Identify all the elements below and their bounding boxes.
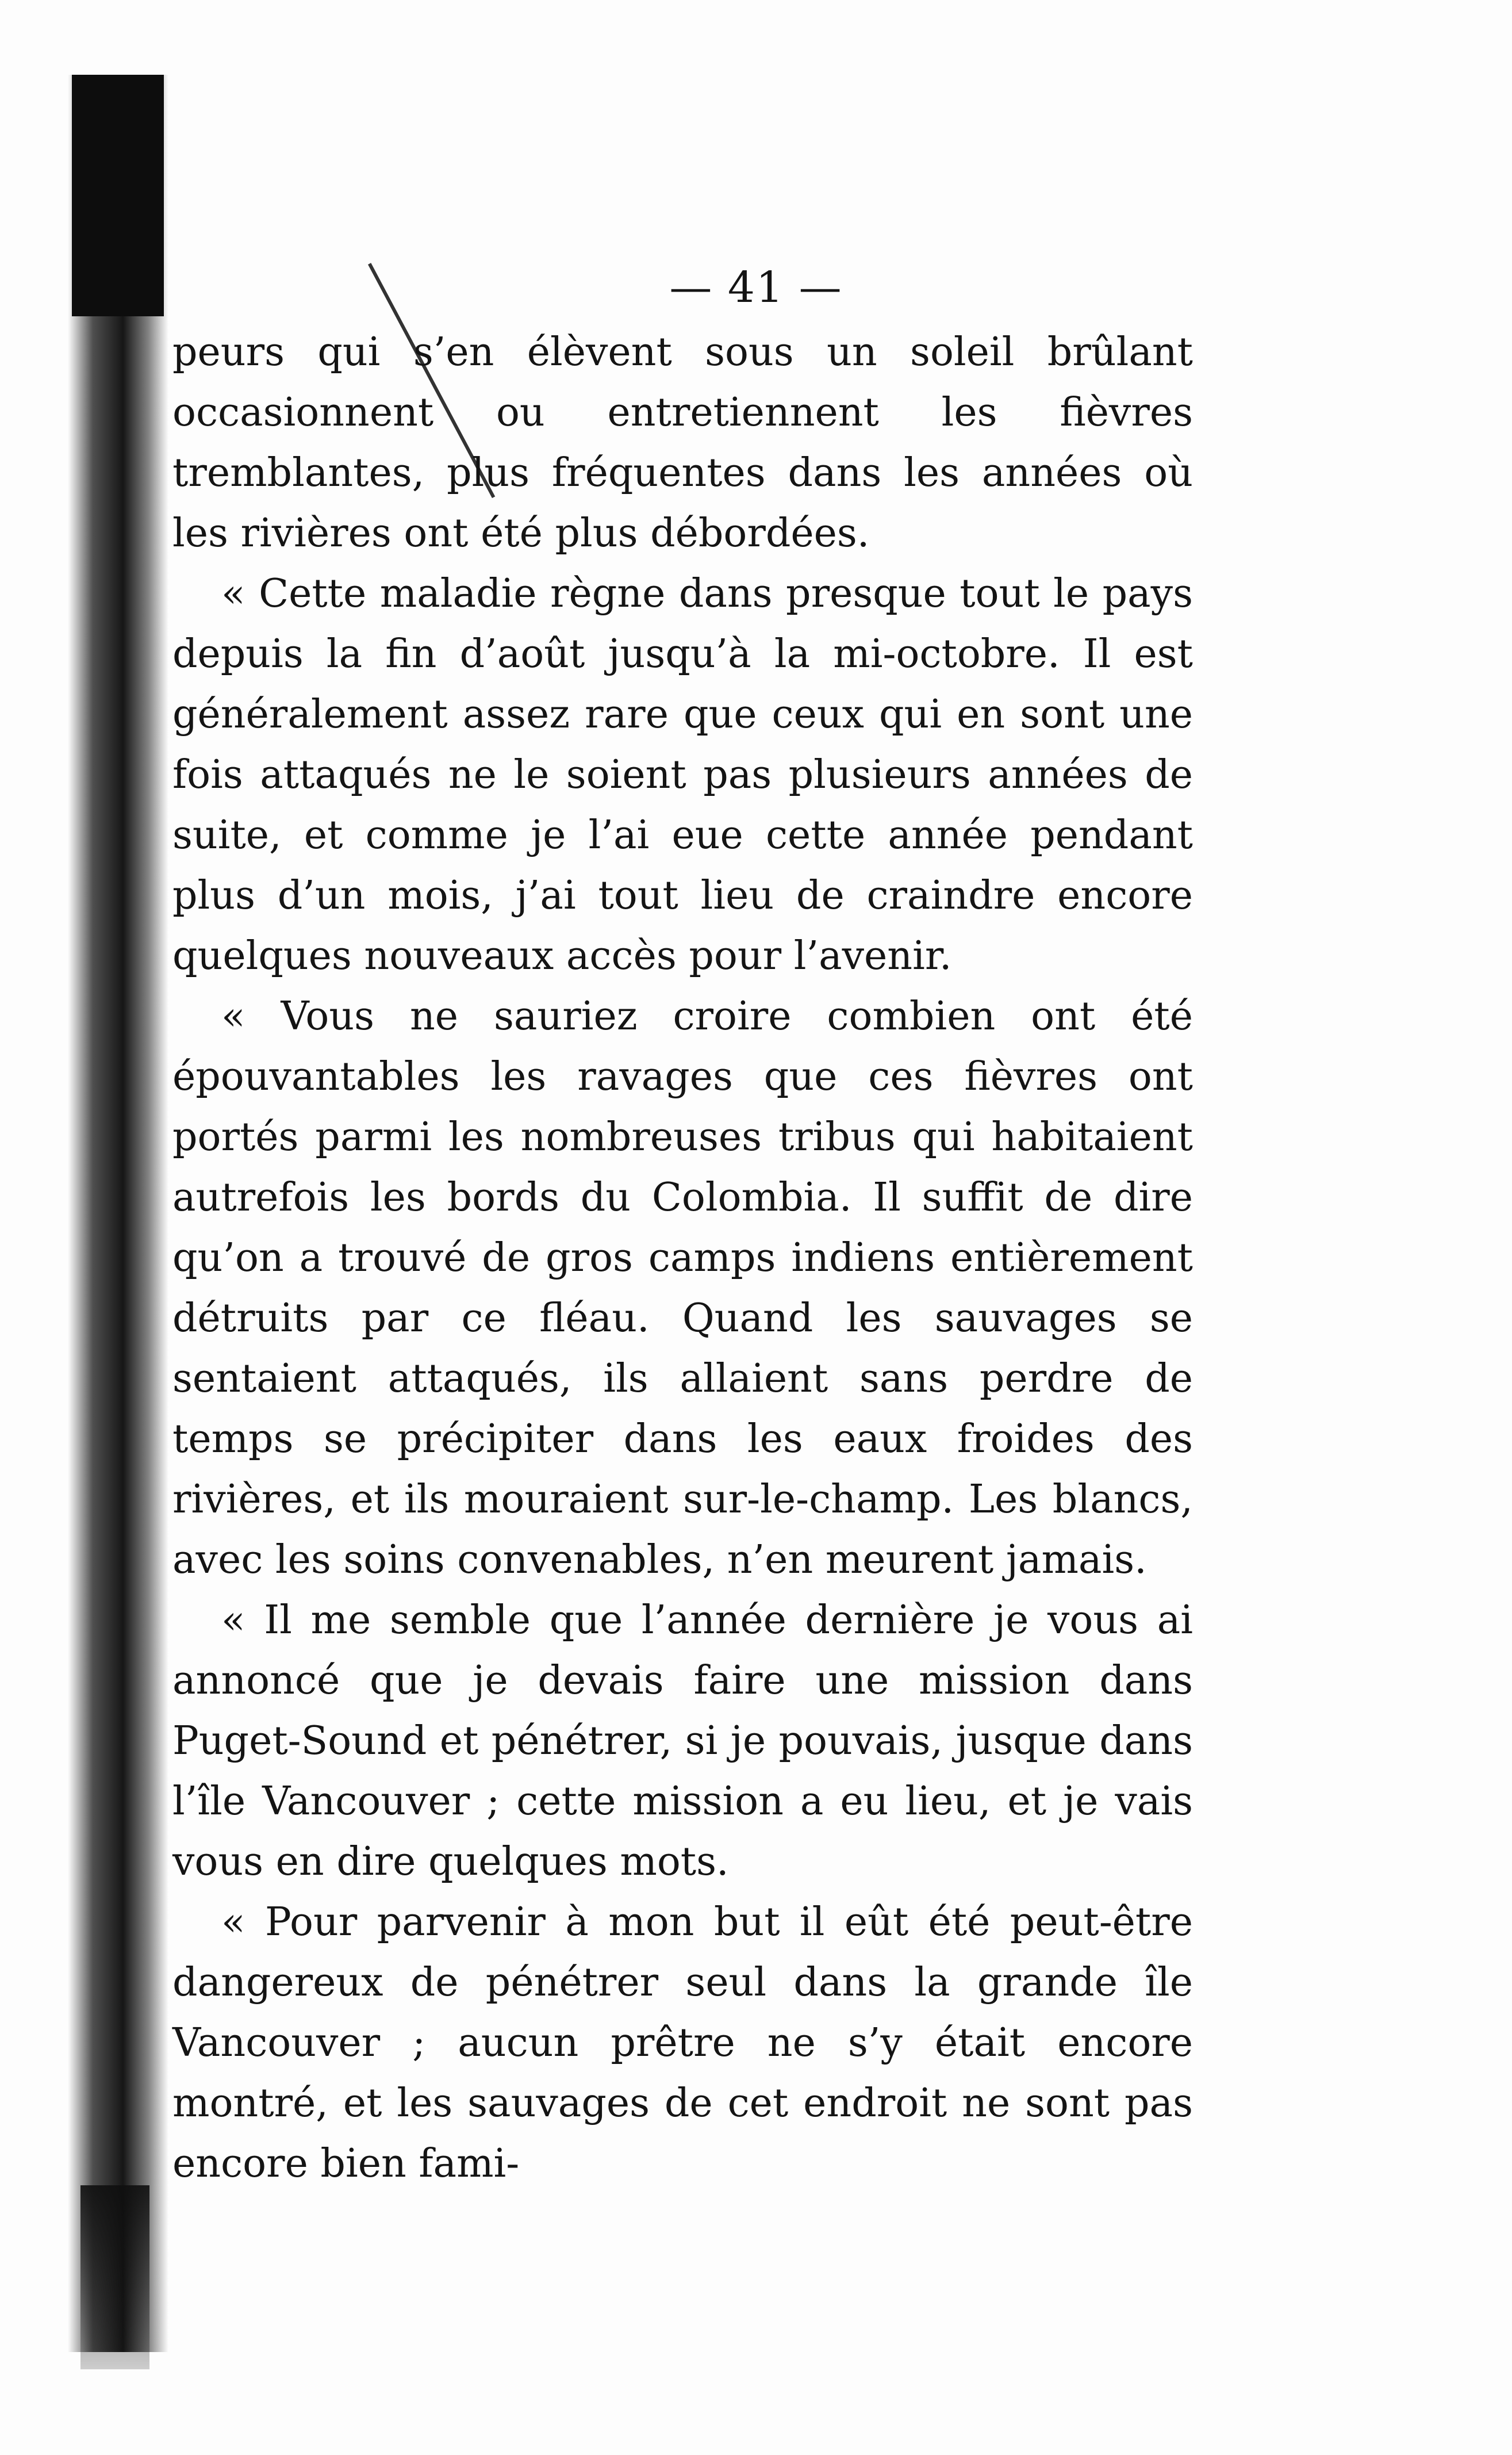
paragraph: « Pour parvenir à mon but il eût été peut-être dangereux de pénétrer seul dans la grande île Vancouver ; aucun prêtre ne s’y était encore montré, et les sauvages de cet endroit ne sont pas encore bien fami- [172,1899,1193,2186]
paragraph: « Cette maladie règne dans presque tout le pays depuis la fin d’août jusqu’à la mi-octobre. Il est généralement assez rare que ceux qui en sont une fois attaqués ne le soient pas plusieurs années de suite, et comme je l’ai eue cette année pendant plus d’un mois, j’ai tout lieu de craindre encore quelques nouveaux accès pour l’avenir. [172,571,1193,979]
paragraph: « Vous ne sauriez croire combien ont été épouvantables les ravages que ces fièvres ont portés parmi les nombreuses tribus qui habitaient autrefois les bords du Colombia. Il suffit de dire qu’on a trouvé de gros camps indiens entièrement détruits par ce fléau. Quand les sauvages se sentaient attaqués, ils allaient sans perdre de temps se précipiter dans les eaux froides des rivières, et ils mouraient sur-le-champ. Les blancs, avec les soins convenables, n’en meurent jamais. [172,994,1193,1583]
body-text [172,322,1193,2194]
binding-gutter-shadow [68,75,168,2352]
paragraph: « Il me semble que l’année dernière je vous ai annoncé que je devais faire une mission dans Puget-Sound et pénétrer, si je pouvais, jusque dans l’île Vancouver ; cette mission a eu lieu, et je vais vous en dire quelques mots. [172,1598,1193,1885]
page-number: — 41 — [669,263,843,312]
binding-gutter-dark-bottom [80,2185,149,2369]
paragraph: peurs qui s’en élèvent sous un soleil brûlant occasionnent ou entretiennent les fièvres tremblantes, plus fréquentes dans les années où les rivières ont été plus débordées. [172,330,1193,556]
